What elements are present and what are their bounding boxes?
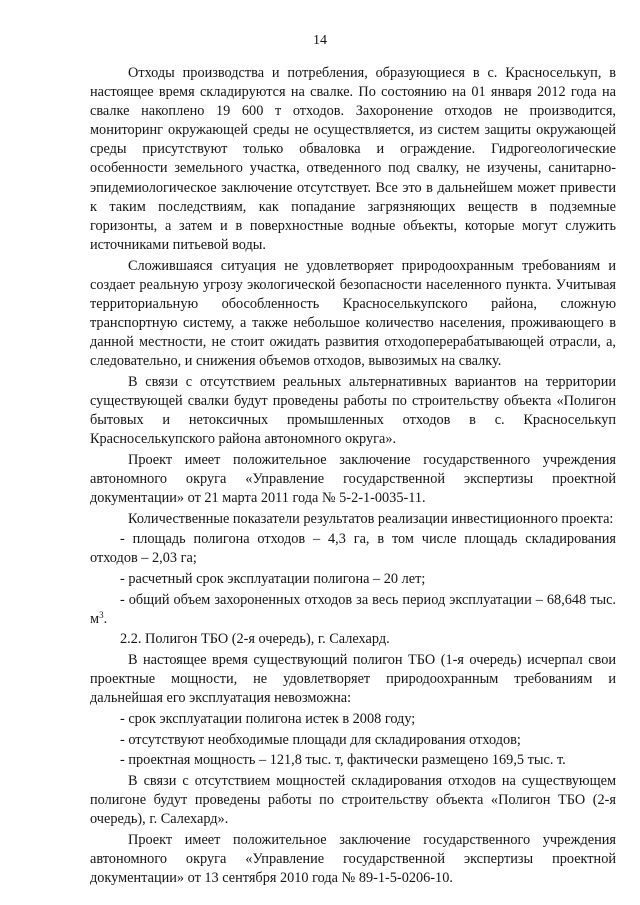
page-number: 14	[313, 33, 327, 48]
list-item-service-life: - расчетный срок эксплуатации полигона – 20 лет;	[120, 571, 426, 587]
list-item-waste-volume	[90, 591, 616, 629]
paragraph-situation: Сложившаяся ситуация не удовлетворяет природоохранным требованиям и создает реальную угрозу экологической безопасности населенного пункта. Учитывая территориальную обособленность Красноселькупского района, сложную транспортную систему, а также небольшое количество населения, проживающего в данной местности, не стоит ожидать развития отходоперерабатывающей отрасли, а, следовательно, и снижения объемов отходов, вывозимых на свалку.	[90, 257, 616, 369]
document-body	[90, 64, 616, 890]
list-item-capacity: - проектная мощность – 121,8 тыс. т, фактически размещено 169,5 тыс. т.	[120, 752, 566, 769]
list-item-waste-volume-text: - общий объем захороненных отходов за весь период эксплуатации – 68,648 тыс. м	[90, 591, 616, 627]
cubic-superscript: 3	[99, 609, 104, 620]
section-heading-salekhard: 2.2. Полигон ТБО (2-я очередь), г. Салехард.	[120, 631, 390, 648]
paragraph-expertise-2: Проект имеет положительное заключение государственного учреждения автономного округа «Управление государственной экспертизы проектной документации» от 13 сентября 2010 года № 89-1-5-0206-10.	[90, 831, 616, 887]
list-item-no-area: - отсутствуют необходимые площади для складирования отходов;	[120, 731, 521, 748]
paragraph-landfill-status: Отходы производства и потребления, образующиеся в с. Красноселькуп, в настоящее время складируются на свалке. По состоянию на 01 января 2012 года на свалке накоплено 19 600 т отходов. Захоронение отходов не производится, мониторинг окружающей среды не осуществляется, из систем защиты окружающей среды присутствуют только обваловка и ограждение. Гидрогеологические особенности земельного участка, отведенного под свалку, не изучены, санитарно-эпидемиологическое заключение отсутствует. Все это в дальнейшем может привести к таким последствиям, как попадание загрязняющих веществ в подземные горизонты, а затем и в поверхностные водные объекты, которые могут служить источниками питьевой воды.	[90, 65, 616, 253]
paragraph-current-landfill: В настоящее время существующий полигон ТБО (1-я очередь) исчерпал свои проектные мощности, не удовлетворяет природоохранным требованиям и дальнейшая его эксплуатация невозможна:	[90, 652, 616, 707]
list-item-waste-volume-end: .	[103, 610, 108, 627]
paragraph-construction: В связи с отсутствием реальных альтернативных вариантов на территории существующей свалки будут проведены работы по строительству объекта «Полигон бытовых и нетоксичных промышленных отходов в с. Красноселькуп Красноселькупского района автономного округа».	[90, 373, 616, 447]
paragraph-construction-2: В связи с отсутствием мощностей складирования отходов на существующем полигоне будут проведены работы по строительству объекта «Полигон ТБО (2-я очередь), г. Салехард».	[90, 773, 616, 828]
list-item-expired: - срок эксплуатации полигона истек в 2008 году;	[120, 711, 416, 728]
paragraph-expertise-1: Проект имеет положительное заключение государственного учреждения автономного округа «Управление государственной экспертизы проектной документации» от 21 марта 2011 года № 5-2-1-0035-11.	[90, 451, 616, 506]
paragraph-indicators-intro: Количественные показатели результатов реализации инвестиционного проекта:	[128, 510, 614, 527]
list-item-area: - площадь полигона отходов – 4,3 га, в том числе площадь складирования отходов – 2,03 га;	[90, 531, 616, 567]
